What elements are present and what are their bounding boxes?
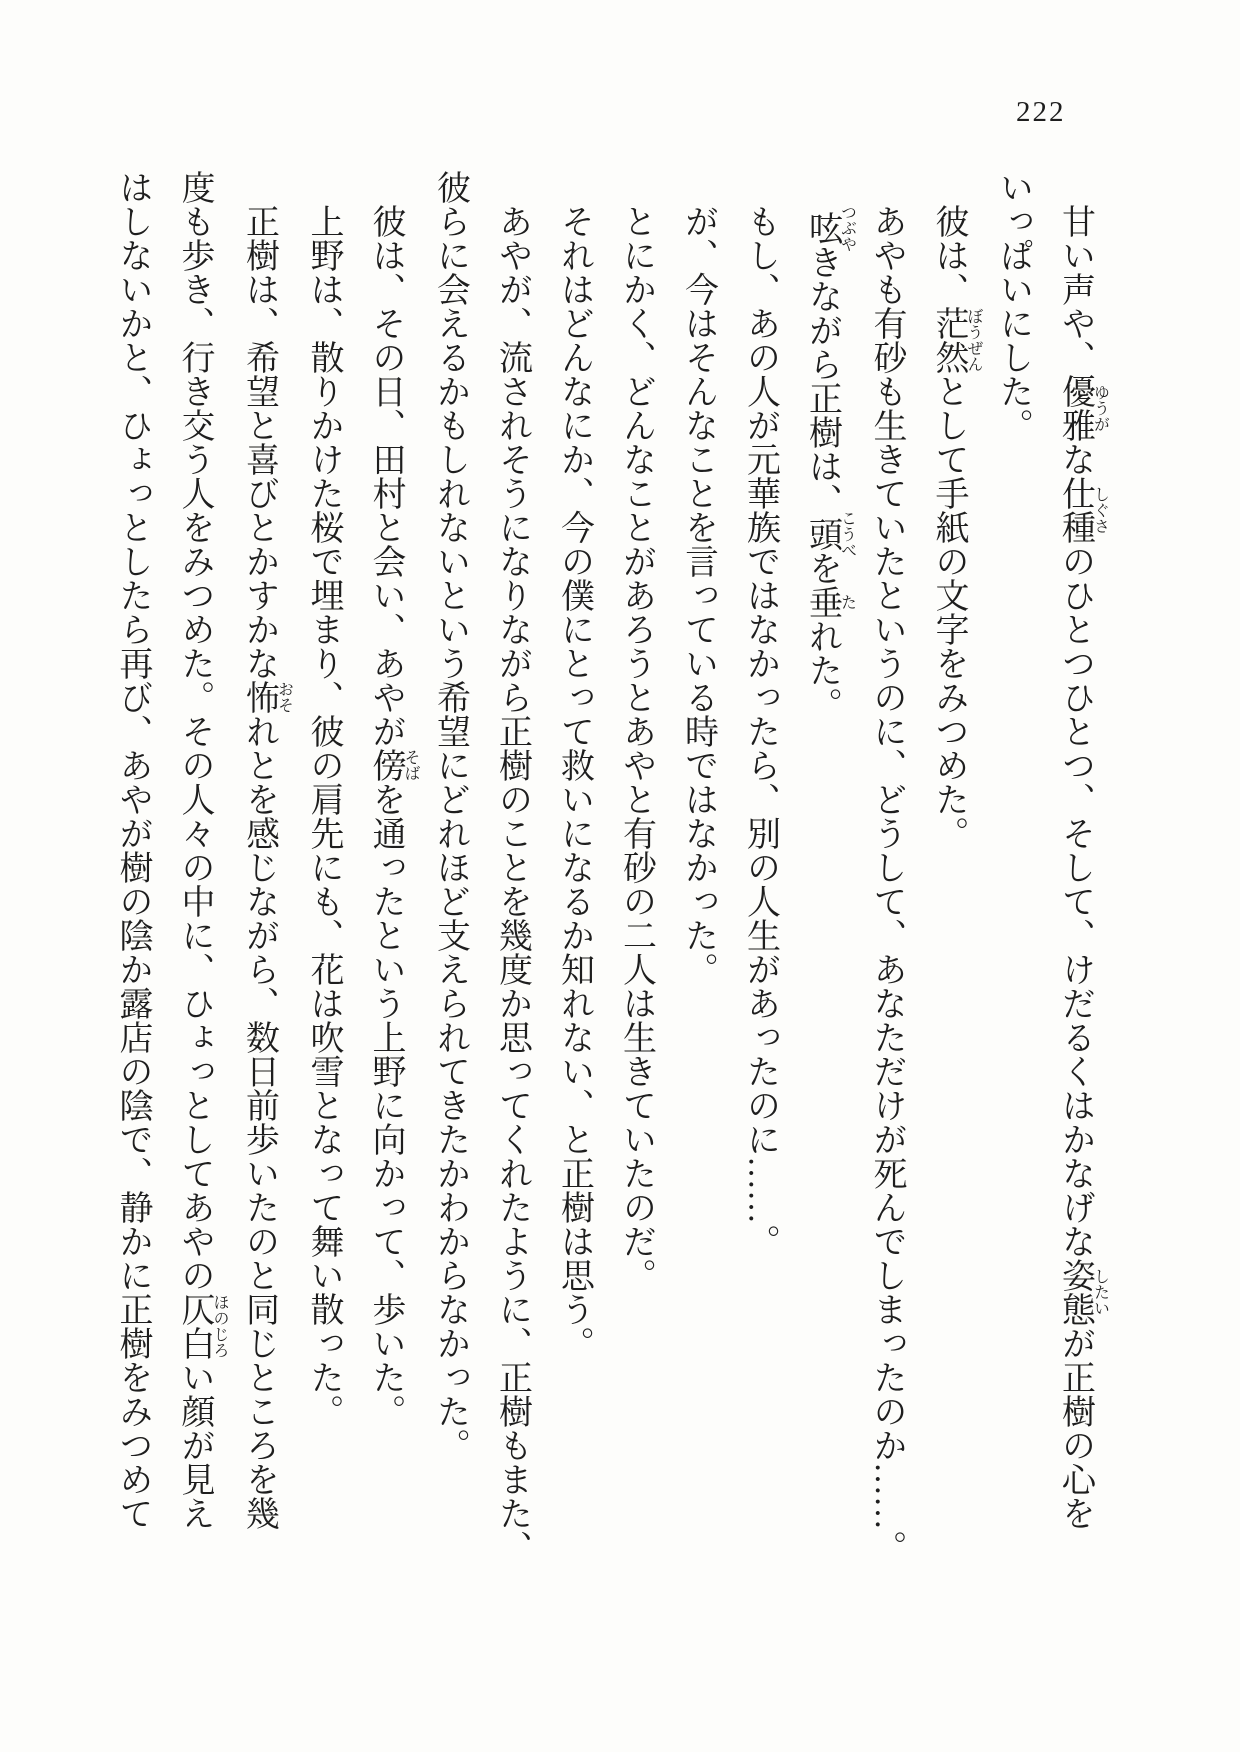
furigana-annotated-word: 傍そば xyxy=(367,748,419,782)
text-column-2: いっぱいにした。 xyxy=(994,170,1032,442)
furigana-annotated-word: 姿態したい xyxy=(1056,1258,1109,1326)
text-column-14: 正樹は、希望と喜びとかすかな怖おそれとを感じながら、数日前歩いたのと同じところを幾 xyxy=(240,204,293,1530)
furigana-annotated-word: 怖おそ xyxy=(240,680,293,714)
page-number: 222 xyxy=(1016,96,1066,128)
furigana-annotated-word: 頭こうべ xyxy=(803,510,856,558)
text-column-9: それはどんなにか、今の僕にとって救いになるか知れない、と正樹は思う。 xyxy=(555,204,593,1360)
text-column-13: 上野は、散りかけた桜で埋まり、彼の肩先にも、花は吹雪となって舞い散った。 xyxy=(305,204,342,1428)
text-column-5: 呟つぶやきながら正樹は、頭こうべを垂たれた。 xyxy=(803,204,856,721)
vertical-text-block xyxy=(101,170,1108,1606)
furigana-annotated-word: 優雅ゆうが xyxy=(1056,374,1109,442)
text-column-16: はしないかと、ひょっとしたら再び、あやが樹の陰か露店の陰で、静かに正樹をみつめて xyxy=(114,170,151,1530)
text-column-1: 甘い声や、優雅ゆうがな仕種しぐさのひとつひとつ、そして、けだるくはかなげな姿態したいが正樹の心を xyxy=(1056,204,1109,1530)
text-column-3: 彼は、茫然ぼうぜんとして手紙の文字をみつめた。 xyxy=(930,204,982,850)
furigana-annotated-word: 呟つぶや xyxy=(803,204,856,252)
text-column-11: 彼らに会えるかもしれないという希望にどれほど支えられてきたかわからなかった。 xyxy=(431,170,469,1462)
text-column-15: 度も歩き、行き交う人をみつめた。その人々の中に、ひょっとしてあやの仄白ほのじろい顔が見え xyxy=(176,170,228,1530)
furigana-annotated-word: 茫然ぼうぜん xyxy=(930,306,982,374)
text-column-8: とにかく、どんなことがあろうとあやと有砂の二人は生きていたのだ。 xyxy=(617,204,655,1292)
text-column-4: あやも有砂も生きていたというのに、どうして、あなただけが死んでしまったのか……。 xyxy=(868,204,905,1564)
furigana-annotated-word: 仕種しぐさ xyxy=(1056,476,1109,544)
text-column-10: あやが、流されそうになりながら正樹のことを幾度か思ってくれたように、正樹もまた、 xyxy=(493,204,531,1564)
text-column-12: 彼は、その日、田村と会い、あやが傍そばを通ったという上野に向かって、歩いた。 xyxy=(367,204,419,1428)
furigana-annotated-word: 垂た xyxy=(803,585,856,619)
text-column-6: もし、あの人が元華族ではなかったら、別の人生があったのに……。 xyxy=(741,204,779,1258)
text-column-7: が、今はそんなことを言っている時ではなかった。 xyxy=(679,204,717,986)
furigana-annotated-word: 仄白ほのじろ xyxy=(176,1292,228,1360)
